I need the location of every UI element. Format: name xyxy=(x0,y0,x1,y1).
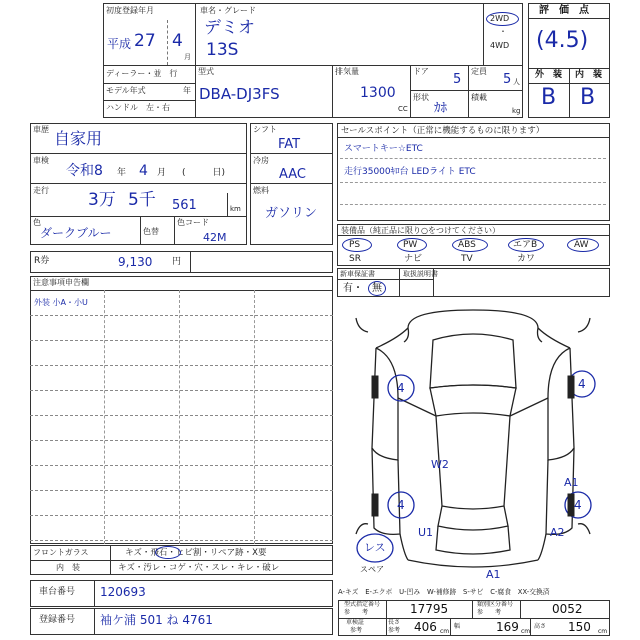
left-side-front xyxy=(376,328,408,348)
divider xyxy=(110,545,111,575)
inspection-month: 4 xyxy=(139,163,148,179)
divider xyxy=(338,618,610,619)
divider xyxy=(250,183,333,184)
mark-front-right-tire: 4 xyxy=(578,377,586,391)
capacity-label: 定員 xyxy=(471,67,487,76)
drive-dot: ・ xyxy=(499,27,507,36)
shift-value: FAT xyxy=(278,137,301,152)
type-value: DBA-DJ3FS xyxy=(199,85,280,103)
divider xyxy=(340,182,606,183)
mirror-left-bottom xyxy=(356,524,368,534)
class-no-label-a: 類別区分番号 xyxy=(477,601,514,608)
doors-label: ドア xyxy=(413,67,429,76)
first-reg-year: 27 xyxy=(134,31,156,51)
model-year-unit: 年 xyxy=(183,86,191,95)
color-label: 色 xyxy=(33,218,41,227)
mark-a1-rear: A1 xyxy=(486,568,501,581)
warranty-label: 新車保証書 xyxy=(340,270,375,278)
tire-note: レス xyxy=(364,541,386,554)
first-reg-month-unit: 月 xyxy=(184,53,191,61)
score-value: (4.5) xyxy=(536,28,589,53)
type-no-label-a: 型式指定番号 xyxy=(344,601,381,608)
right-side-front xyxy=(538,328,570,348)
color-change-label: 色替 xyxy=(143,227,159,236)
divider xyxy=(483,3,484,65)
right-door xyxy=(548,348,574,460)
notes-ruled-line xyxy=(30,365,333,366)
equip-airbag: エアB xyxy=(513,240,538,250)
body-shape-value: ｶﾎ xyxy=(434,101,447,116)
notes-column-line xyxy=(104,290,105,544)
notes-line1: 外装 小A・小U xyxy=(34,298,88,307)
divider xyxy=(94,580,95,607)
aircon-label: 冷房 xyxy=(253,156,269,165)
equip-aw: AW xyxy=(574,240,589,250)
width-label: 幅 xyxy=(454,623,461,630)
rear-right xyxy=(538,534,546,560)
divider xyxy=(340,158,606,159)
score-label: 評 価 点 xyxy=(539,5,589,16)
equip-ps: PS xyxy=(349,240,361,250)
damage-legend: A-キズ E-エクボ U-凹み W-補修跡 S-サビ C-腐食 XX-交換済 xyxy=(338,588,550,596)
divider xyxy=(103,65,523,66)
divider xyxy=(410,65,411,118)
divider xyxy=(468,65,469,118)
divider xyxy=(399,268,400,297)
equip-sr: SR xyxy=(349,254,361,264)
load-label: 積載 xyxy=(471,93,487,102)
dealer-label: ディーラー・並 行 xyxy=(106,69,178,78)
first-reg-label: 初度登録年月 xyxy=(106,6,154,15)
notes-column-line xyxy=(179,290,180,544)
equip-leather: カワ xyxy=(517,254,536,264)
sales-points-line2: 走行35000ｷﾛ台 LEDライト ETC xyxy=(344,167,476,177)
divider xyxy=(94,608,95,635)
mark-a1-right: A1 xyxy=(564,476,579,489)
notes-label: 注意事項申告欄 xyxy=(33,278,89,287)
model-name-value: デミオ xyxy=(204,18,255,38)
divider xyxy=(472,600,473,618)
class-no-value: 0052 xyxy=(552,602,583,616)
mirror-left-top xyxy=(356,318,368,332)
mark-u1: U1 xyxy=(418,526,434,539)
inspection-label: 車検 xyxy=(33,156,49,165)
notes-box xyxy=(30,276,333,544)
mirror-right-top xyxy=(578,318,590,332)
windshield-outline xyxy=(430,385,516,416)
windshield-label: フロントガラス xyxy=(33,548,89,557)
width-value: 169 xyxy=(496,620,519,634)
type-label: 型式 xyxy=(198,67,214,76)
color-value: ダークブルー xyxy=(40,226,112,240)
recycle-value: 9,130 xyxy=(118,255,153,269)
notes-ruled-line xyxy=(30,415,333,416)
divider xyxy=(332,65,333,118)
exterior-value: B xyxy=(541,85,557,110)
type-no-label-b: 参 考 xyxy=(344,609,369,616)
drive-2wd: 2WD xyxy=(490,14,510,23)
capacity-value: 5 xyxy=(503,72,512,87)
handle-label: ハンドル 左・右 xyxy=(106,103,170,112)
front-bumper xyxy=(408,310,538,328)
spare-label: スペア xyxy=(360,565,384,574)
notes-ruled-line xyxy=(30,515,333,516)
mileage-unit: km xyxy=(230,205,241,213)
sales-points-label: セールスポイント（正常に機能するものに限ります） xyxy=(341,126,545,136)
notes-ruled-line xyxy=(30,340,333,341)
divider xyxy=(250,153,333,154)
height-value: 150 xyxy=(568,620,591,634)
notes-ruled-line xyxy=(30,465,333,466)
notes-ruled-line xyxy=(30,490,333,491)
chassis-value: 120693 xyxy=(100,585,146,599)
right-rear-door xyxy=(546,448,574,534)
inspection-era: 令和8 xyxy=(66,163,103,179)
divider xyxy=(386,600,387,636)
registration-label: 登録番号 xyxy=(39,615,76,625)
hood-outline xyxy=(430,334,516,388)
displacement-label: 排気量 xyxy=(335,67,359,76)
divider xyxy=(167,20,168,65)
height-unit: cm xyxy=(598,628,608,635)
color-code-label: 色コード xyxy=(177,218,209,227)
divider xyxy=(337,279,433,280)
class-no-label-b: 参 考 xyxy=(477,609,502,616)
inspection-year-unit: 年 xyxy=(117,168,127,178)
divider xyxy=(190,251,191,273)
divider xyxy=(195,65,196,118)
mark-a2: A2 xyxy=(550,526,565,539)
mirror-right-bottom xyxy=(578,524,590,534)
divider xyxy=(30,153,247,154)
mileage-hundreds: 561 xyxy=(172,198,197,213)
mark-w2: W2 xyxy=(431,458,449,471)
length-label: 長さ xyxy=(388,619,401,626)
notes-ruled-line xyxy=(30,390,333,391)
mileage-label: 走行 xyxy=(33,186,49,195)
divider xyxy=(520,600,521,618)
fuel-label: 燃料 xyxy=(253,186,269,195)
divider xyxy=(174,216,175,245)
body-shape-label: 形状 xyxy=(413,93,429,102)
height-label: 高さ xyxy=(534,623,547,630)
length-value: 406 xyxy=(414,620,437,634)
first-reg-month: 4 xyxy=(172,31,183,51)
usage-value: 自家用 xyxy=(54,129,103,148)
mileage-man: 3万 xyxy=(88,190,116,210)
notes-column-line xyxy=(254,290,255,544)
model-year-label: モデル年式 xyxy=(106,86,146,95)
notes-ruled-line xyxy=(30,540,333,541)
interior-value: B xyxy=(580,85,596,110)
recycle-label: R券 xyxy=(34,256,50,266)
divider xyxy=(528,18,610,19)
divider xyxy=(140,216,141,245)
dims-head-label-b: 参考 xyxy=(350,627,363,634)
chassis-label: 車台番号 xyxy=(39,587,76,597)
divider xyxy=(337,235,610,236)
load-unit: kg xyxy=(512,107,521,115)
windshield-circle xyxy=(155,546,181,559)
exterior-label: 外 装 xyxy=(535,70,563,80)
mark-rear-left-tire: 4 xyxy=(397,498,405,512)
warranty-yes: 有・ xyxy=(343,283,363,294)
car-diagram xyxy=(338,298,608,588)
model-name-label: 車名・グレード xyxy=(200,6,256,15)
rear-left xyxy=(400,534,408,560)
divider xyxy=(30,560,333,561)
equip-abs: ABS xyxy=(458,240,476,250)
recycle-unit: 円 xyxy=(172,257,182,267)
divider xyxy=(30,183,247,184)
chassis-box xyxy=(30,580,333,607)
inspection-day: ( 日) xyxy=(182,168,226,178)
capacity-unit: 人 xyxy=(513,78,520,86)
aircon-value: AAC xyxy=(279,167,306,182)
divider xyxy=(410,90,523,91)
left-rear-door xyxy=(372,448,400,534)
width-unit: cm xyxy=(521,628,531,635)
windshield-options: キズ・飛石・ヒビ割・リペア跡・X要 xyxy=(125,548,267,558)
rear-bumper xyxy=(408,560,538,567)
equipment-label: 装備品（純正品に限り○をつけてください） xyxy=(341,226,500,235)
divider xyxy=(450,618,451,636)
equip-pw: PW xyxy=(403,240,418,250)
sales-points-line1: スマートキー☆ETC xyxy=(344,144,423,154)
length-unit: cm xyxy=(440,628,450,635)
model-grade-value: 13S xyxy=(206,40,239,60)
tire-front-left xyxy=(372,376,378,398)
divider xyxy=(569,68,570,118)
divider xyxy=(337,137,610,138)
dims-head-label-a: 車検証 xyxy=(346,619,365,626)
divider xyxy=(30,216,247,217)
type-no-value: 17795 xyxy=(410,602,449,616)
length-label-b: 参考 xyxy=(388,627,401,634)
displacement-value: 1300 xyxy=(360,85,396,101)
notes-ruled-line xyxy=(30,440,333,441)
mileage-sen: 5千 xyxy=(128,190,156,210)
interior-notes-options: キズ・汚レ・コゲ・穴・スレ・キレ・破レ xyxy=(118,563,280,573)
equip-tv: TV xyxy=(461,254,473,264)
tire-front-right xyxy=(568,376,574,398)
manual-label: 取扱説明書 xyxy=(403,270,438,278)
shift-label: シフト xyxy=(253,125,277,134)
displacement-unit: CC xyxy=(398,105,408,113)
inspection-month-unit: 月 xyxy=(157,168,167,178)
divider xyxy=(227,193,228,216)
color-code-value: 42M xyxy=(203,231,227,244)
divider xyxy=(103,100,195,101)
first-reg-era: 平成 xyxy=(107,37,132,51)
divider xyxy=(30,290,333,291)
warranty-no: 無 xyxy=(372,283,382,294)
interior-label: 内 装 xyxy=(575,70,603,80)
left-door xyxy=(372,348,398,460)
tire-rear-left xyxy=(372,494,378,516)
recycle-box xyxy=(30,251,333,273)
usage-label: 車歴 xyxy=(33,125,49,134)
interior-notes-label: 内 装 xyxy=(56,563,80,572)
mark-rear-right-tire: 4 xyxy=(574,498,582,512)
drive-4wd: 4WD xyxy=(490,41,510,50)
notes-ruled-line xyxy=(30,315,333,316)
equip-navi: ナビ xyxy=(404,254,423,264)
fuel-value: ガソリン xyxy=(265,206,318,221)
divider xyxy=(340,204,606,205)
divider xyxy=(195,3,196,65)
mark-front-left-tire: 4 xyxy=(397,381,405,395)
doors-value: 5 xyxy=(453,72,462,87)
registration-value: 袖ケ浦 501 ね 4761 xyxy=(100,613,213,627)
divider xyxy=(103,83,195,84)
